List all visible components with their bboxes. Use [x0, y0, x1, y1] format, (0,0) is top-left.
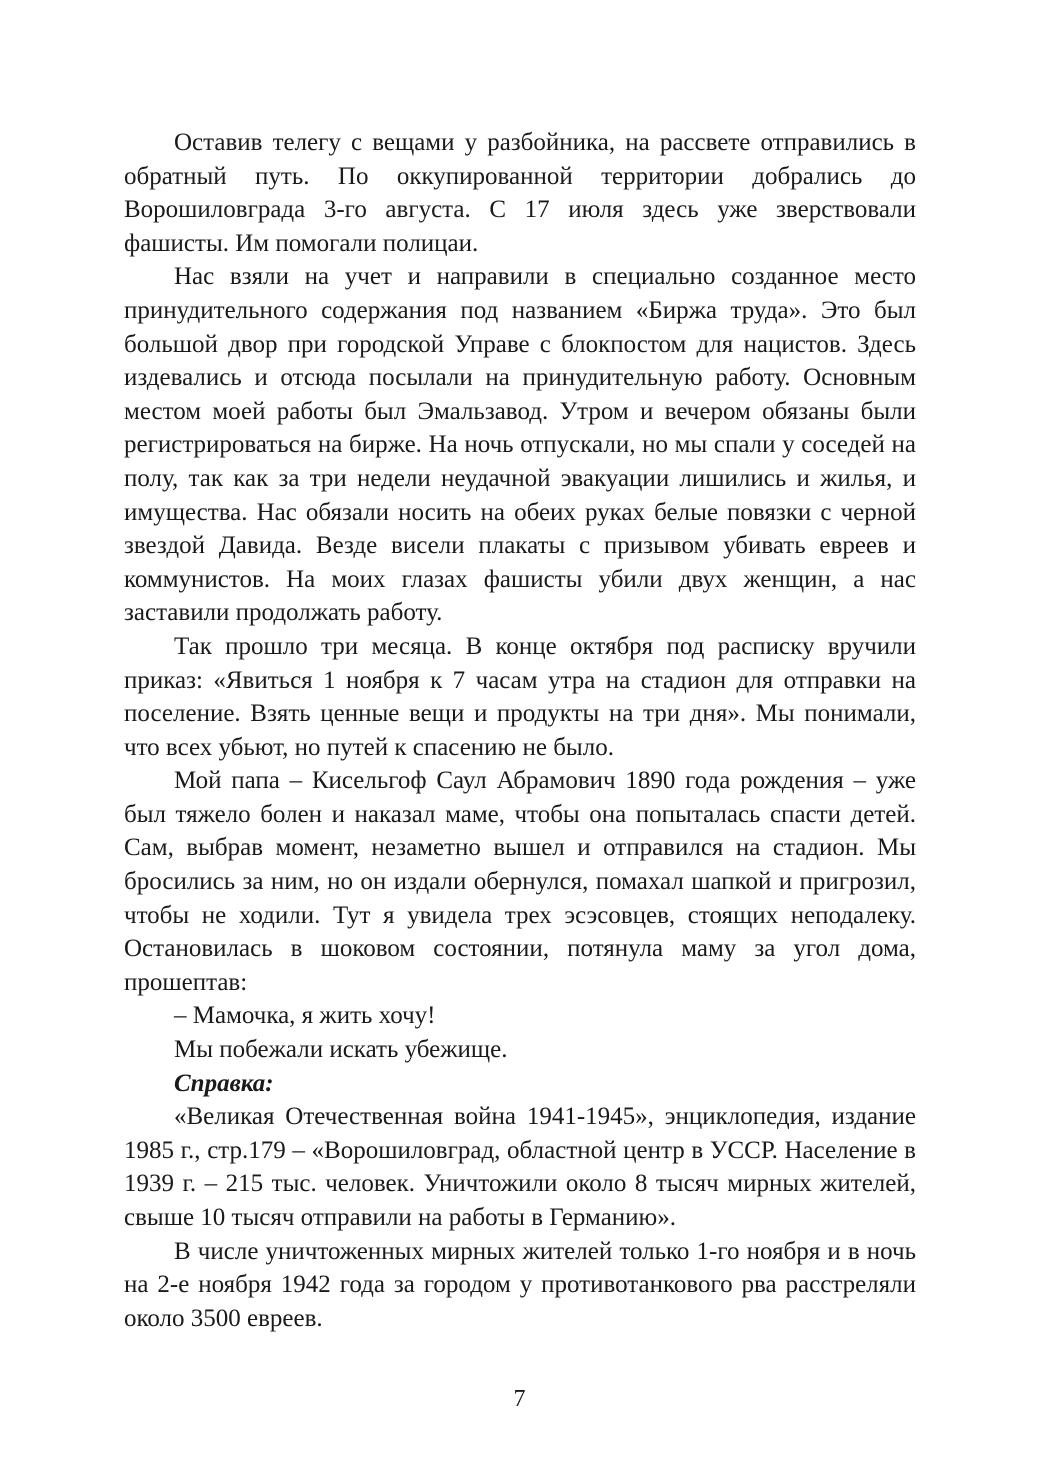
note-heading: Справка: — [174, 1069, 274, 1097]
page-number: 7 — [513, 1386, 526, 1412]
paragraph-4: Мой папа – Кисельгоф Саул Абрамович 1890 года рождения – уже был тяжело болен и наказал маме, чтобы она попыталась спасти детей. Сам, выбрав момент, незаметно вышел и отправился на стадион. Мы бросились за ним, но он издали обернулся, помахал шапкой и пригрозил, чтобы не ходили. Тут я увидела трех эсэсовцев, стоящих неподалеку. Остановилась в шоковом состоянии, потянула маму за угол дома, прошептав: — [124, 767, 916, 996]
paragraph-2: Нас взяли на учет и направили в специально созданное место принудительного содержания под названием «Биржа труда». Это был большой двор при городской Управе с блокпостом для нацистов. Здесь издевались и отсюда посылали на принудительную работу. Основным местом моей работы был Эмальзавод. Утром и вечером обязаны были регистрироваться на бирже. На ночь отпускали, но мы спали у соседей на полу, так как за три недели неудачной эвакуации лишились и жилья, и имущества. Нас обязали носить на обеих руках белые повязки с черной звездой Давида. Везде висели плакаты с призывом убивать евреев и коммунистов. На моих глазах фашисты убили двух женщин, а нас заставили продолжать работу. — [124, 263, 916, 627]
paragraph-1: Оставив телегу с вещами у разбойника, на рассвете отправились в обратный путь. По оккупированной территории добрались до Ворошиловграда 3-го августа. С 17 июля здесь уже зверствовали фашисты. Им помогали полицаи. — [124, 129, 916, 257]
note-paragraph-2: В числе уничтоженных мирных жителей только 1-го ноября и в ночь на 2-е ноября 1942 года за городом у противотанкового рва расстреляли около 3500 евреев. — [124, 1237, 916, 1332]
note-paragraph-1: «Великая Отечественная война 1941-1945», энциклопедия, издание 1985 г., стр.179 – «Ворошиловград, областной центр в УССР. Население в 1939 г. – 215 тыс. человек. Уничтожили около 8 тысяч мирных жителей, свыше 10 тысяч отправили на работы в Германию». — [124, 1103, 916, 1231]
dialogue-line: – Мамочка, я жить хочу! — [174, 1002, 436, 1030]
body-text — [124, 126, 916, 1335]
paragraph-3: Так прошло три месяца. В конце октября под расписку вручили приказ: «Явиться 1 ноября к 7 часам утра на стадион для отправки на поселение. Взять ценные вещи и продукты на три дня». Мы понимали, что всех убьют, но путей к спасению не было. — [124, 632, 916, 761]
paragraph-5: Мы побежали искать убежище. — [174, 1036, 508, 1064]
